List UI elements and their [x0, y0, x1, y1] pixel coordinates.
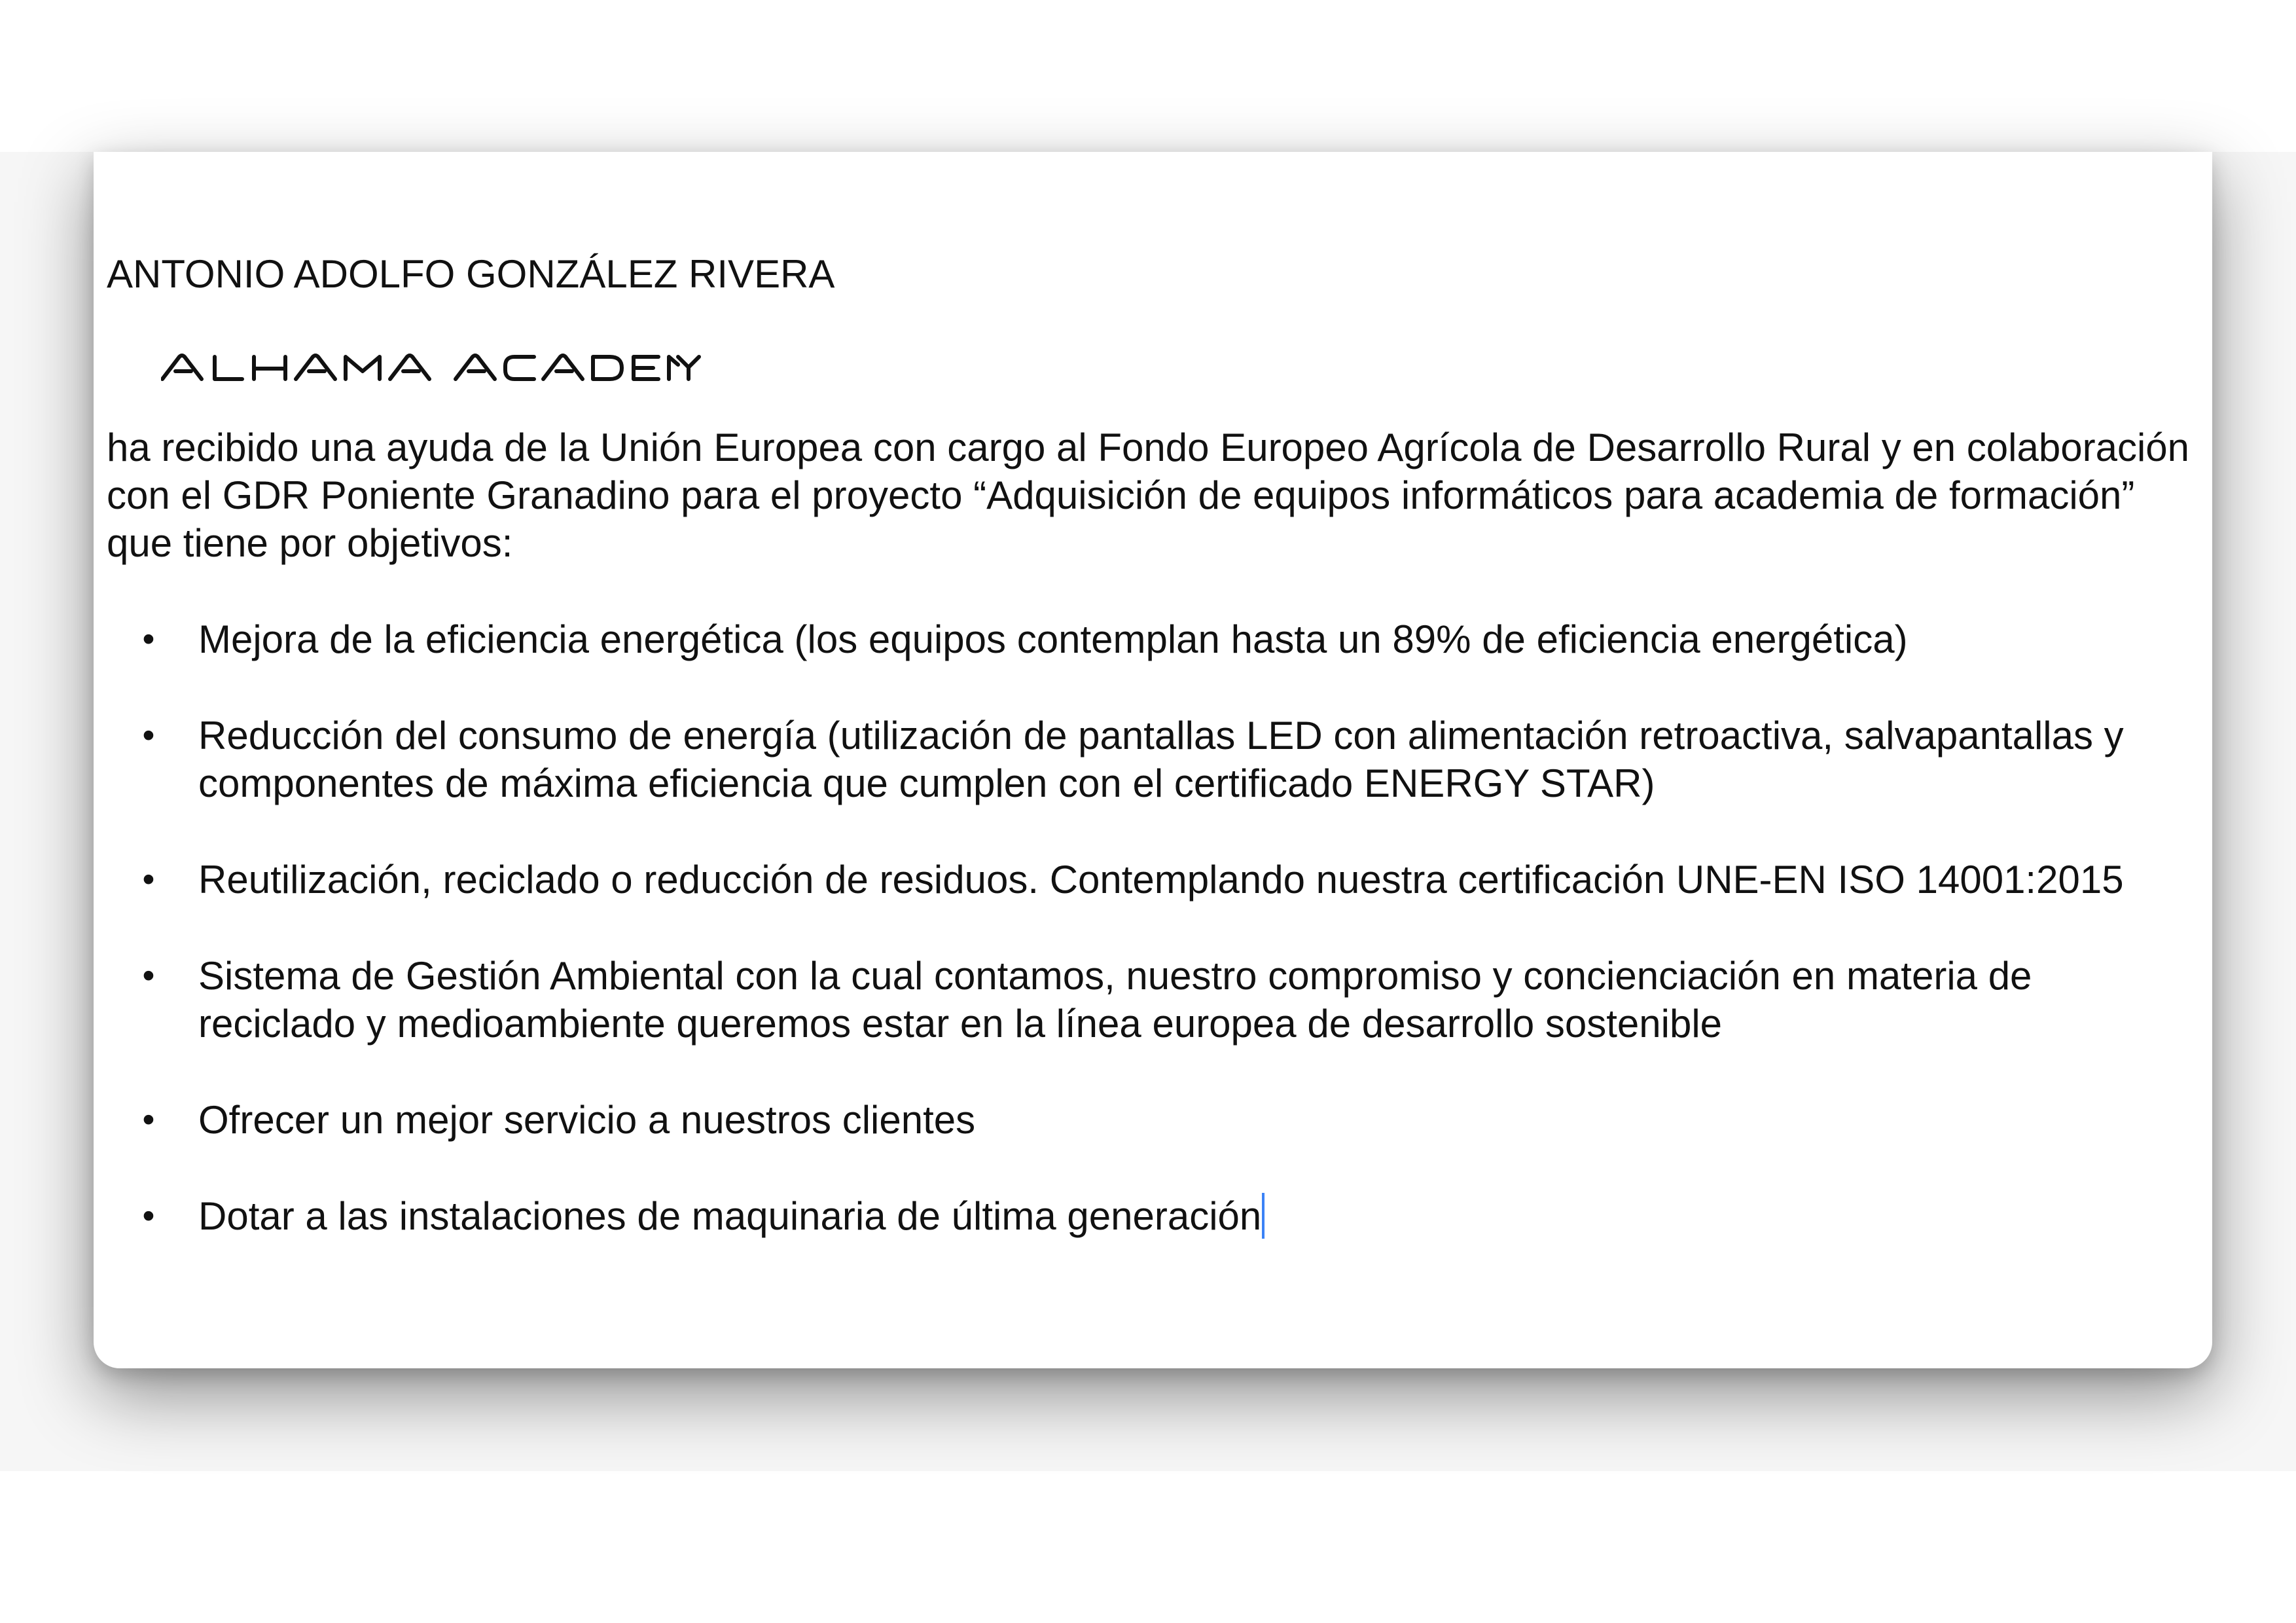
- bullet-icon: •: [142, 716, 155, 755]
- document-window: [94, 152, 2212, 1368]
- list-item[interactable]: [107, 952, 2188, 1048]
- recipient-name[interactable]: ANTONIO ADOLFO GONZÁLEZ RIVERA: [107, 252, 835, 296]
- intro-paragraph[interactable]: ha recibido una ayuda de la Unión Europea con cargo al Fondo Europeo Agrícola de Desarrollo Rural y en colaboración con el GDR Poniente Granadino para el proyecto “Adquisición de equipos informáticos para academia de formación” que tiene por objetivos:: [107, 426, 2190, 565]
- alhama-academy-logo: [161, 345, 2201, 391]
- list-item[interactable]: [107, 1096, 2188, 1144]
- objective-text: Mejora de la eficiencia energética (los equipos contemplan hasta un 89% de eficiencia energética): [198, 617, 1908, 661]
- objective-text: Sistema de Gestión Ambiental con la cual contamos, nuestro compromiso y concienciación en materia de reciclado y medioambiente queremos estar en la línea europea de desarrollo sostenible: [198, 954, 2032, 1046]
- objective-text: Reducción del consumo de energía (utilización de pantallas LED con alimentación retroactiva, salvapantallas y componentes de máxima eficiencia que cumplen con el certificado ENERGY STAR): [198, 714, 2124, 805]
- bullet-icon: •: [142, 956, 155, 995]
- list-item[interactable]: [107, 856, 2188, 903]
- text-cursor: [1262, 1193, 1265, 1239]
- objective-text: Reutilización, reciclado o reducción de residuos. Contemplando nuestra certificación UNE-EN ISO 14001:2015: [198, 858, 2124, 902]
- bullet-icon: •: [142, 860, 155, 899]
- objectives-list: [107, 615, 2201, 1240]
- objective-text: Ofrecer un mejor servicio a nuestros clientes: [198, 1098, 976, 1142]
- list-item[interactable]: [107, 615, 2188, 663]
- document-body[interactable]: [107, 250, 2201, 1240]
- bullet-icon: •: [142, 1196, 155, 1235]
- list-item[interactable]: [107, 712, 2188, 807]
- bullet-icon: •: [142, 1100, 155, 1139]
- objective-text: Dotar a las instalaciones de maquinaria de última generación: [198, 1194, 1262, 1238]
- list-item[interactable]: [107, 1192, 2188, 1240]
- logo-wordmark: [161, 352, 704, 384]
- bullet-icon: •: [142, 619, 155, 659]
